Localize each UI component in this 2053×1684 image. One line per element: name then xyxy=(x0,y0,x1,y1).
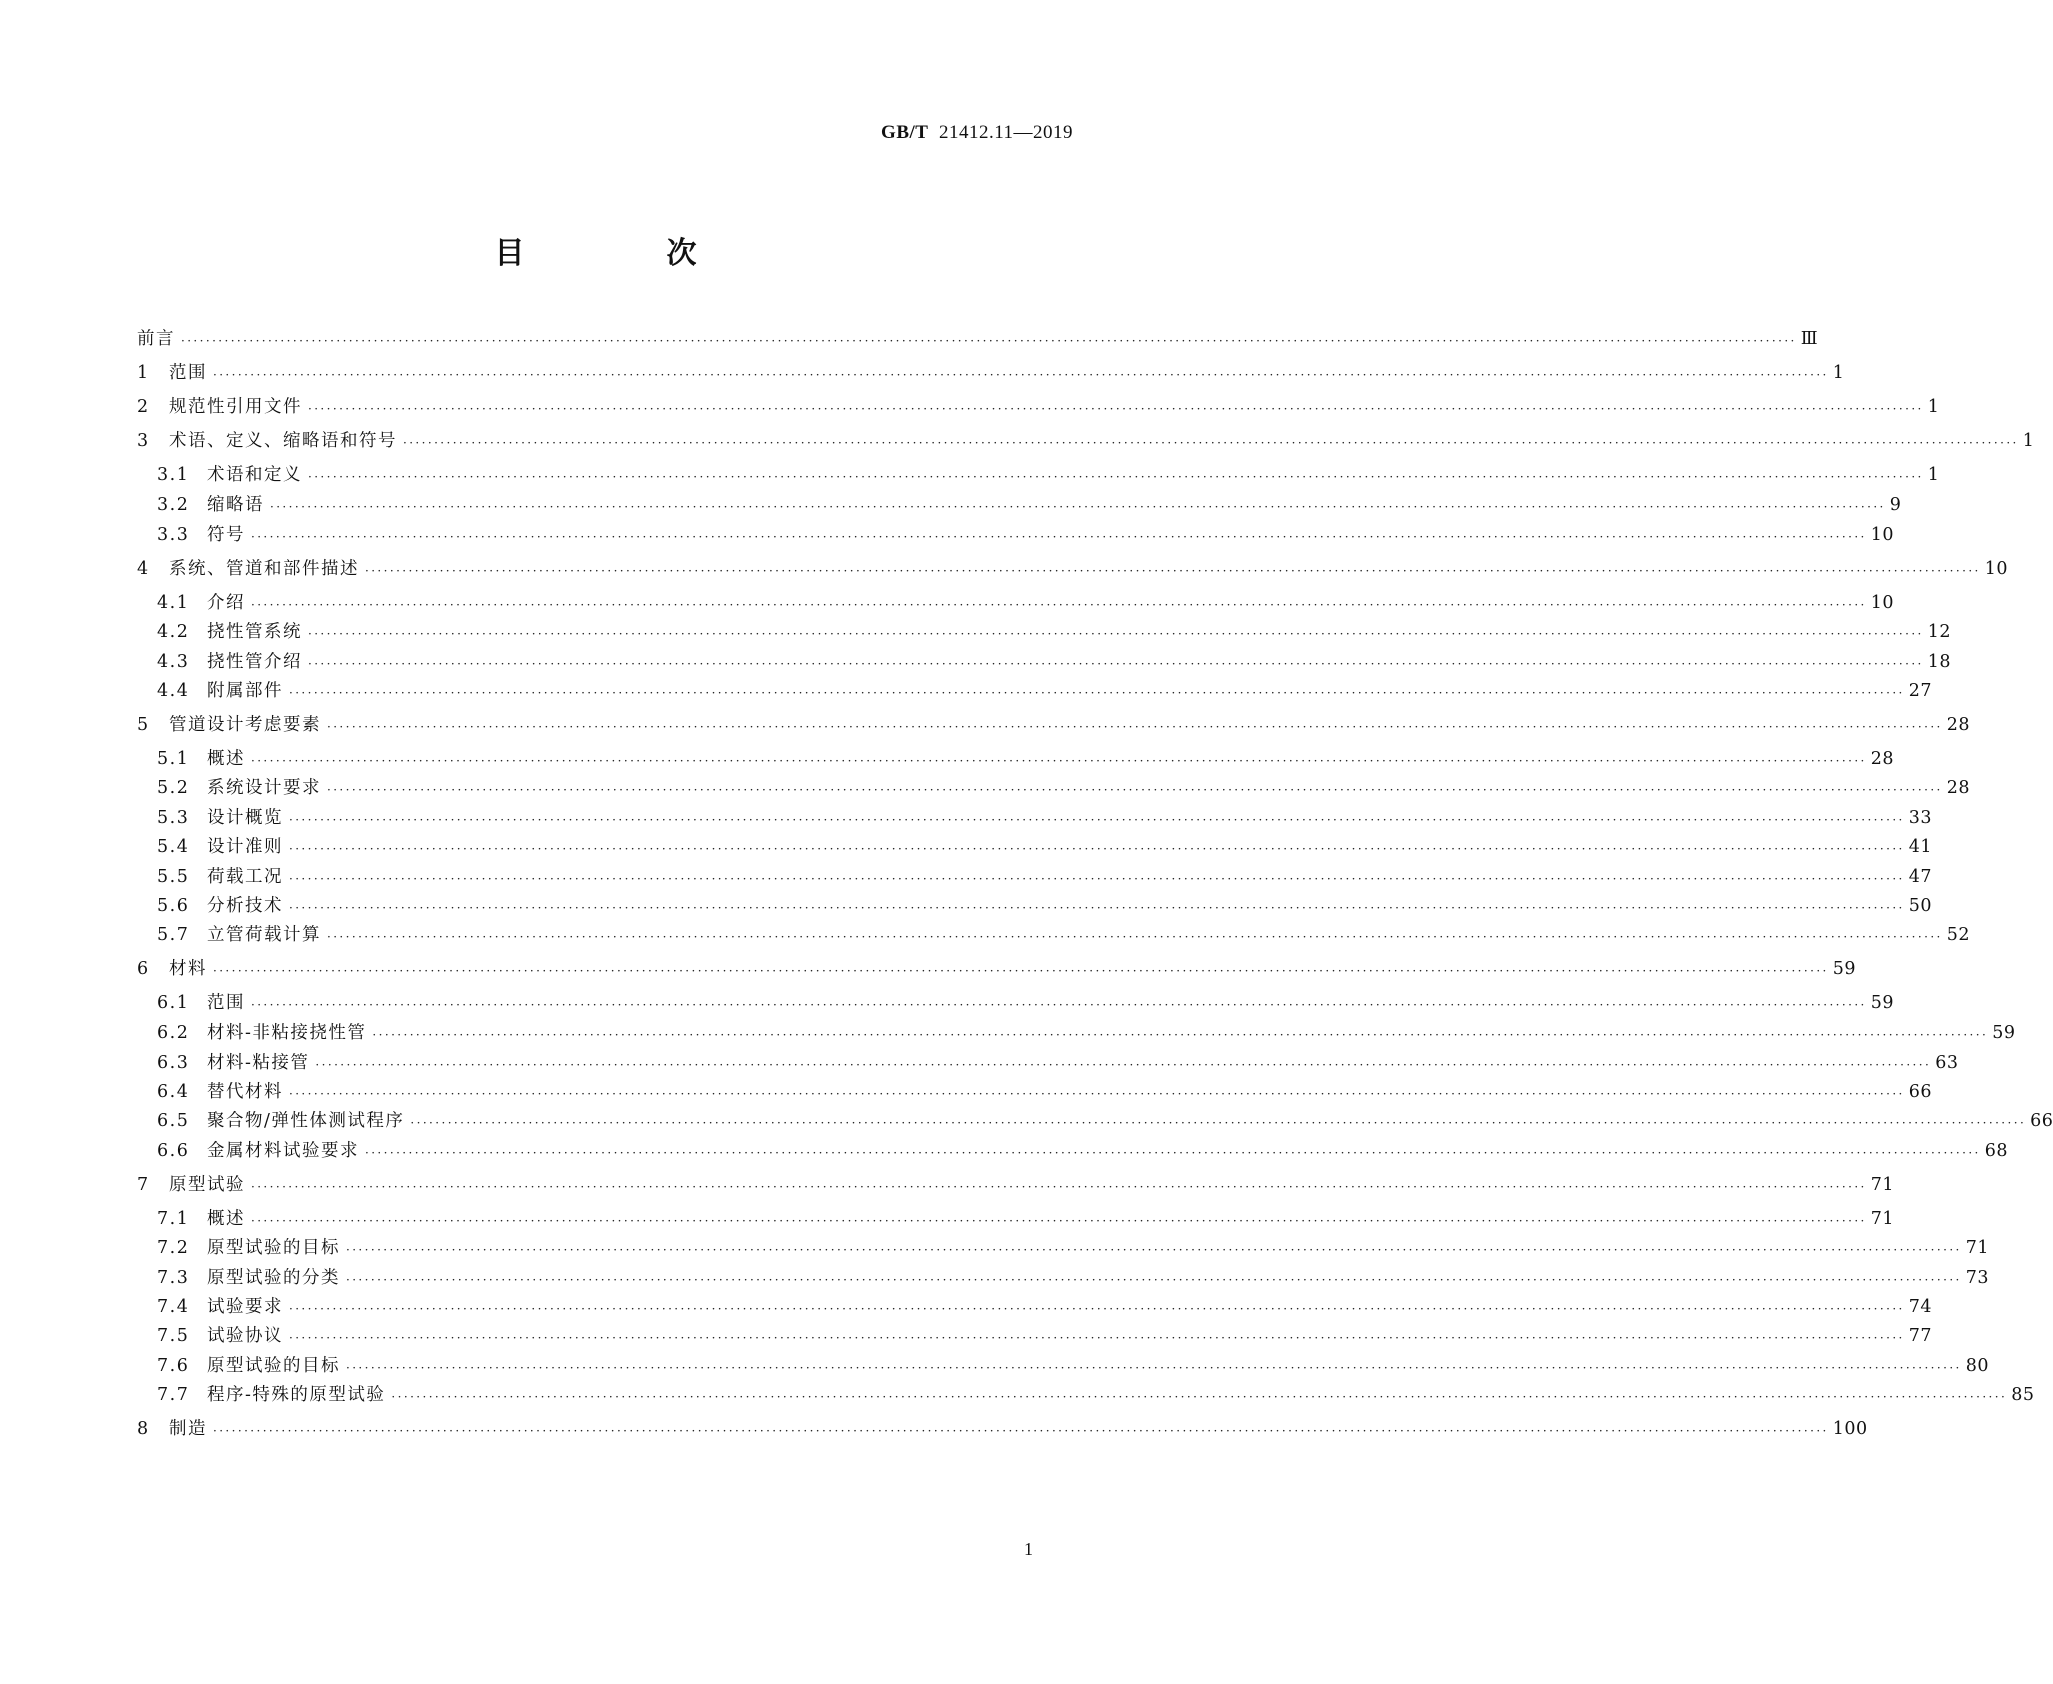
toc-entry-number: 5.1 xyxy=(157,749,190,769)
toc-entry-label: 分析技术 xyxy=(207,896,283,916)
toc-entry-label: 设计概览 xyxy=(207,808,283,828)
toc-entry[interactable] xyxy=(137,1139,2009,1163)
toc-entry-label: 替代材料 xyxy=(207,1082,283,1102)
toc-leader-dots: ···································································································································································································································································· xyxy=(346,1243,1962,1257)
toc-entry-page: 68 xyxy=(1984,1141,2009,1161)
toc-entry-label: 金属材料试验要求 xyxy=(207,1141,359,1161)
toc-entry-number: 7.6 xyxy=(157,1356,190,1376)
toc-entry-number: 2 xyxy=(137,397,150,417)
toc-entry-number: 5.6 xyxy=(157,896,190,916)
toc-entry-page: 1 xyxy=(1832,363,1845,383)
toc-entry-number: 5.7 xyxy=(157,925,190,945)
toc-entry-number: 6.2 xyxy=(157,1023,190,1043)
toc-entry-number: 7.7 xyxy=(157,1385,190,1405)
toc-entry-number: 3 xyxy=(137,431,150,451)
toc-entry-number: 7.4 xyxy=(157,1297,190,1317)
toc-entry-label: 范围 xyxy=(207,993,245,1013)
toc-entry[interactable] xyxy=(137,806,1933,830)
toc-entry-number: 4 xyxy=(137,559,150,579)
toc-entry-label: 程序-特殊的原型试验 xyxy=(207,1385,386,1405)
toc-entry-label: 规范性引用文件 xyxy=(169,397,302,417)
toc-leader-dots: ···································································································································································································································································· xyxy=(213,964,1829,978)
toc-leader-dots: ···································································································································································································································································· xyxy=(289,1331,1905,1345)
toc-entry-label: 概述 xyxy=(207,1209,245,1229)
toc-entry-number: 6.4 xyxy=(157,1082,190,1102)
toc-entry-number: 6.3 xyxy=(157,1053,190,1073)
toc-entry-label: 介绍 xyxy=(207,593,245,613)
toc-entry[interactable] xyxy=(137,776,1971,800)
toc-entry-page: 52 xyxy=(1946,925,1971,945)
toc-entry-label: 材料 xyxy=(169,959,207,979)
toc-entry-label: 挠性管介绍 xyxy=(207,652,302,672)
toc-leader-dots: ···································································································································································································································································· xyxy=(346,1273,1962,1287)
toc-entry[interactable] xyxy=(137,493,1902,517)
toc-leader-dots: ···································································································································································································································································· xyxy=(327,720,1943,734)
toc-entry[interactable] xyxy=(137,463,1940,487)
toc-entry-label: 原型试验的目标 xyxy=(207,1238,340,1258)
toc-entry-label: 荷载工况 xyxy=(207,867,283,887)
toc-leader-dots: ···································································································································································································································································· xyxy=(315,1058,1932,1072)
toc-entry-number: 4.2 xyxy=(157,622,190,642)
toc-entry[interactable] xyxy=(137,957,1857,981)
toc-entry-label: 试验要求 xyxy=(207,1297,283,1317)
toc-entry[interactable] xyxy=(137,894,1933,918)
toc-entry[interactable] xyxy=(137,327,1819,351)
toc-entry-page: 66 xyxy=(2030,1111,2053,1131)
toc-entry-label: 挠性管系统 xyxy=(207,622,302,642)
toc-entry-number: 5.3 xyxy=(157,808,190,828)
toc-entry-page: 71 xyxy=(1870,1209,1895,1229)
toc-leader-dots: ···································································································································································································································································· xyxy=(289,813,1905,827)
toc-entry-page: 28 xyxy=(1870,749,1895,769)
toc-entry-number: 4.4 xyxy=(157,681,190,701)
toc-entry[interactable] xyxy=(137,1236,1990,1260)
toc-leader-dots: ···································································································································································································································································· xyxy=(365,564,1981,578)
toc-entry[interactable] xyxy=(137,1109,2053,1133)
toc-entry-label: 系统设计要求 xyxy=(207,778,321,798)
toc-entry[interactable] xyxy=(137,620,1952,644)
toc-entry[interactable] xyxy=(137,1207,1895,1231)
toc-leader-dots: ···································································································································································································································································· xyxy=(251,998,1867,1012)
toc-leader-dots: ···································································································································································································································································· xyxy=(251,754,1867,768)
toc-entry-number: 3.1 xyxy=(157,465,190,485)
toc-entry-page: 59 xyxy=(1832,959,1857,979)
toc-leader-dots: ···································································································································································································································································· xyxy=(289,872,1905,886)
toc-leader-dots: ···································································································································································································································································· xyxy=(289,1302,1905,1316)
toc-leader-dots: ···································································································································································································································································· xyxy=(365,1146,1981,1160)
toc-entry-page: 71 xyxy=(1965,1238,1990,1258)
page-title: 目 次 xyxy=(494,236,753,271)
toc-entry-page: 50 xyxy=(1908,896,1933,916)
toc-entry-page: 59 xyxy=(1870,993,1895,1013)
toc-entry-page: 80 xyxy=(1965,1356,1990,1376)
toc-entry-number: 5 xyxy=(137,715,150,735)
toc-entry-page: 63 xyxy=(1935,1053,1959,1073)
toc-entry-label: 材料-非粘接挠性管 xyxy=(207,1023,367,1043)
toc-entry[interactable] xyxy=(137,557,2009,581)
toc-entry-label: 管道设计考虑要素 xyxy=(169,715,321,735)
toc-entry[interactable] xyxy=(137,650,1952,674)
toc-entry-label: 制造 xyxy=(169,1419,207,1439)
toc-leader-dots: ···································································································································································································································································· xyxy=(391,1390,2008,1404)
toc-entry-number: 7.2 xyxy=(157,1238,190,1258)
toc-entry-label: 术语和定义 xyxy=(207,465,302,485)
toc-entry-page: 59 xyxy=(1992,1023,2016,1043)
toc-entry[interactable] xyxy=(137,1295,1933,1319)
toc-leader-dots: ···································································································································································································································································· xyxy=(181,334,1797,348)
toc-entry-page: 1 xyxy=(1927,397,1940,417)
toc-entry-page: 66 xyxy=(1908,1082,1933,1102)
toc-leader-dots: ···································································································································································································································································· xyxy=(213,368,1829,382)
toc-entry-page: 10 xyxy=(1870,525,1895,545)
toc-entry-page: 18 xyxy=(1927,652,1952,672)
toc-entry-number: 6.1 xyxy=(157,993,190,1013)
toc-entry-page: 1 xyxy=(1927,465,1940,485)
toc-leader-dots: ···································································································································································································································································· xyxy=(308,470,1924,484)
toc-entry-label: 试验协议 xyxy=(207,1326,283,1346)
toc-entry[interactable] xyxy=(137,991,1895,1015)
toc-entry-label: 原型试验 xyxy=(169,1175,245,1195)
toc-entry-number: 5.4 xyxy=(157,837,190,857)
toc-entry-label: 材料-粘接管 xyxy=(207,1053,310,1073)
toc-entry[interactable] xyxy=(137,1266,1990,1290)
toc-entry-page: 73 xyxy=(1965,1268,1990,1288)
toc-entry-label: 前言 xyxy=(137,329,175,349)
toc-entry-label: 聚合物/弹性体测试程序 xyxy=(207,1111,405,1131)
toc-entry-page: 33 xyxy=(1908,808,1933,828)
toc-entry-page: 28 xyxy=(1946,778,1971,798)
page-number: 1 xyxy=(1024,1539,1033,1559)
toc-leader-dots: ···································································································································································································································································· xyxy=(251,1214,1867,1228)
toc-entry-label: 原型试验的分类 xyxy=(207,1268,340,1288)
toc-entry-number: 5.5 xyxy=(157,867,190,887)
toc-entry[interactable] xyxy=(137,679,1933,703)
toc-entry[interactable] xyxy=(137,1324,1933,1348)
toc-entry-label: 原型试验的目标 xyxy=(207,1356,340,1376)
toc-entry[interactable] xyxy=(137,591,1895,615)
toc-entry-number: 7 xyxy=(137,1175,150,1195)
toc-entry[interactable] xyxy=(137,923,1971,947)
toc-entry-page: 12 xyxy=(1927,622,1952,642)
toc-entry-number: 7.5 xyxy=(157,1326,190,1346)
toc-leader-dots: ···································································································································································································································································· xyxy=(327,930,1943,944)
toc-entry[interactable] xyxy=(137,1021,2016,1045)
toc-leader-dots: ···································································································································································································································································· xyxy=(270,500,1886,514)
toc-entry[interactable] xyxy=(137,747,1895,771)
standard-code xyxy=(881,122,1073,144)
toc-entry-label: 概述 xyxy=(207,749,245,769)
toc-leader-dots: ···································································································································································································································································· xyxy=(308,627,1924,641)
toc-entry-page: 100 xyxy=(1832,1419,1868,1439)
toc-entry-number: 6.6 xyxy=(157,1141,190,1161)
toc-entry-page: 10 xyxy=(1870,593,1895,613)
toc-entry-number: 6 xyxy=(137,959,150,979)
toc-leader-dots: ···································································································································································································································································· xyxy=(308,657,1924,671)
toc-leader-dots: ···································································································································································································································································· xyxy=(346,1361,1962,1375)
toc-leader-dots: ···································································································································································································································································· xyxy=(327,783,1943,797)
toc-entry-page: 71 xyxy=(1870,1175,1895,1195)
toc-entry-page: 28 xyxy=(1946,715,1971,735)
toc-entry-number: 5.2 xyxy=(157,778,190,798)
toc-entry[interactable] xyxy=(137,1417,1868,1441)
toc-entry-page: 47 xyxy=(1908,867,1933,887)
toc-entry[interactable] xyxy=(137,865,1933,889)
toc-leader-dots: ···································································································································································································································································· xyxy=(403,436,2019,450)
toc-leader-dots: ···································································································································································································································································· xyxy=(289,901,1905,915)
toc-entry-page: 74 xyxy=(1908,1297,1933,1317)
toc-entry-number: 3.3 xyxy=(157,525,190,545)
toc-entry-page: 85 xyxy=(2011,1385,2035,1405)
toc-entry-number: 4.1 xyxy=(157,593,190,613)
toc-entry-page: 27 xyxy=(1908,681,1933,701)
toc-leader-dots: ···································································································································································································································································· xyxy=(213,1424,1829,1438)
toc-entry-page: 41 xyxy=(1908,837,1933,857)
toc-entry-number: 3.2 xyxy=(157,495,190,515)
toc-entry[interactable] xyxy=(137,1383,2035,1407)
toc-leader-dots: ···································································································································································································································································· xyxy=(251,1180,1867,1194)
toc-entry[interactable] xyxy=(137,835,1933,859)
toc-entry[interactable] xyxy=(137,361,1845,385)
toc-leader-dots: ···································································································································································································································································· xyxy=(289,1087,1905,1101)
toc-entry[interactable] xyxy=(137,1354,1990,1378)
toc-entry[interactable] xyxy=(137,1173,1895,1197)
toc-entry[interactable] xyxy=(137,713,1971,737)
toc-entry-label: 附属部件 xyxy=(207,681,283,701)
toc-entry[interactable] xyxy=(137,1080,1933,1104)
toc-entry-page: Ⅲ xyxy=(1800,329,1819,349)
toc-entry-label: 设计准则 xyxy=(207,837,283,857)
toc-entry-number: 6.5 xyxy=(157,1111,190,1131)
toc-leader-dots: ···································································································································································································································································· xyxy=(289,686,1905,700)
toc-leader-dots: ···································································································································································································································································· xyxy=(251,530,1867,544)
standard-number: 21412.11—2019 xyxy=(938,122,1073,143)
toc-entry-number: 7.1 xyxy=(157,1209,190,1229)
toc-leader-dots: ···································································································································································································································································· xyxy=(410,1116,2027,1130)
toc-entry-label: 范围 xyxy=(169,363,207,383)
toc-entry-number: 8 xyxy=(137,1419,150,1439)
toc-leader-dots: ···································································································································································································································································· xyxy=(308,402,1924,416)
toc-entry-page: 77 xyxy=(1908,1326,1933,1346)
toc-entry[interactable] xyxy=(137,1051,1959,1075)
toc-entry-label: 缩略语 xyxy=(207,495,264,515)
toc-entry[interactable] xyxy=(137,395,1940,419)
toc-entry-label: 立管荷载计算 xyxy=(207,925,321,945)
toc-entry-number: 1 xyxy=(137,363,150,383)
toc-entry-number: 4.3 xyxy=(157,652,190,672)
toc-entry[interactable] xyxy=(137,523,1895,547)
toc-entry-number: 7.3 xyxy=(157,1268,190,1288)
toc-entry-page: 1 xyxy=(2022,431,2035,451)
toc-entry-label: 术语、定义、缩略语和符号 xyxy=(169,431,397,451)
toc-entry-label: 符号 xyxy=(207,525,245,545)
toc-leader-dots: ···································································································································································································································································· xyxy=(372,1028,1989,1042)
toc-leader-dots: ···································································································································································································································································· xyxy=(289,842,1905,856)
toc-entry-page: 9 xyxy=(1889,495,1902,515)
toc-entry[interactable] xyxy=(137,429,2035,453)
standard-prefix: GB/T xyxy=(881,122,929,143)
toc-entry-page: 10 xyxy=(1984,559,2009,579)
toc-entry-label: 系统、管道和部件描述 xyxy=(169,559,359,579)
toc-leader-dots: ···································································································································································································································································· xyxy=(251,598,1867,612)
